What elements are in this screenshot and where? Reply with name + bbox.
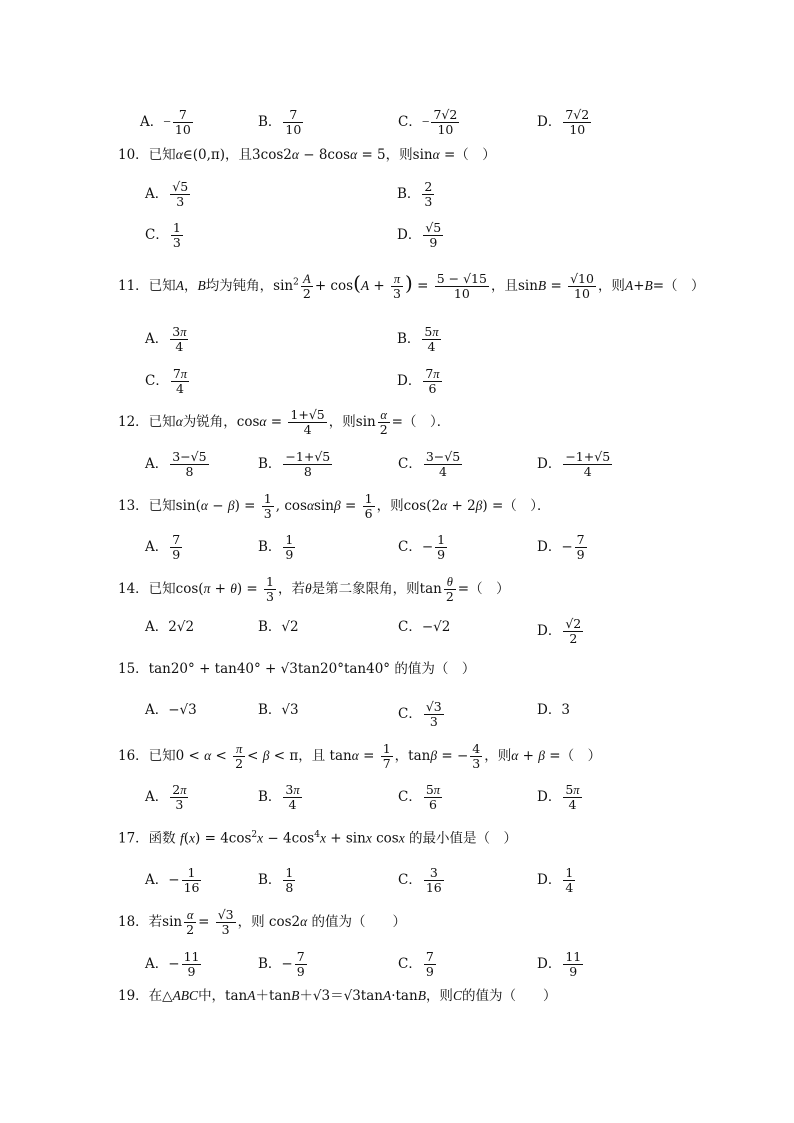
q10-option-a: A． $\frac{√5}{3}$ <box>145 179 189 209</box>
q12-option-d: D． $\frac{-1+√5}{4}$ <box>537 449 611 479</box>
q18-option-a: A．− $\frac{11}{9}$ <box>145 949 200 979</box>
q16-option-d: D． $\frac{5\pi}{4}$ <box>537 782 580 812</box>
q13-option-a: A． $\frac{7}{9}$ <box>145 532 181 562</box>
q18-stem: 18．若sin $\frac{\alpha}{2}$ = $\frac{√3}{3}$ ，则 cos2α 的值为（ ） <box>118 907 406 937</box>
q17-option-c: C． $\frac{3}{16}$ <box>398 865 442 895</box>
q12-option-c: C． $\frac{3-√5}{4}$ <box>398 449 461 479</box>
q15-option-c: C． $\frac{√3}{3}$ <box>398 699 442 729</box>
q12-stem: 12．已知α为锐角，cosα = $\frac{1+√5}{4}$ ，则sin $\frac{\alpha}{2}$ =（ ）． <box>118 407 451 437</box>
q11-option-b: B． $\frac{5\pi}{4}$ <box>397 324 439 354</box>
q9-option-c: C．− $\frac{7√2}{10}$ <box>398 107 458 137</box>
q17-option-a: A．− $\frac{1}{16}$ <box>145 865 200 895</box>
q16-stem: 16．已知0 < α < $\frac{\pi}{2}$ < β < π，且 tanα = $\frac{1}{7}$ ，tanβ = − $\frac{4}{3}$ ，则α + β =（ ） <box>118 741 602 771</box>
q11-option-a: A． $\frac{3\pi}{4}$ <box>145 324 187 354</box>
q19-stem: 19．在△ABC中，tanA＋tanB＋√3＝√3tanA·tanB，则C的值为（ ） <box>118 988 557 1004</box>
q13-stem: 13．已知sin(α − β) = $\frac{1}{3}$ , cosαsinβ = $\frac{1}{6}$ ，则cos(2α + 2β) =（ ）． <box>118 491 551 521</box>
q10-option-c: C． $\frac{1}{3}$ <box>145 220 181 250</box>
q14-option-a: A．2√2 <box>145 619 195 635</box>
q13-option-d: D．− $\frac{7}{9}$ <box>537 532 585 562</box>
q15-stem: 15．tan20° + tan40° + √3tan20°tan40° 的值为（ ） <box>118 661 476 677</box>
q9-option-a: A．− $\frac{7}{10}$ <box>140 107 191 137</box>
q12-option-b: B． $\frac{-1+√5}{8}$ <box>258 449 331 479</box>
q15-option-a: A．−√3 <box>145 702 197 718</box>
q13-option-b: B． $\frac{1}{9}$ <box>258 532 294 562</box>
q17-option-d: D． $\frac{1}{4}$ <box>537 865 574 895</box>
q11-option-c: C． $\frac{7\pi}{4}$ <box>145 366 188 396</box>
q10-option-d: D． $\frac{√5}{9}$ <box>397 220 442 250</box>
q16-option-c: C． $\frac{5\pi}{6}$ <box>398 782 441 812</box>
q13-option-c: C．− $\frac{1}{9}$ <box>398 532 446 562</box>
q12-option-a: A． $\frac{3-√5}{8}$ <box>145 449 207 479</box>
q9-option-b: B． $\frac{7}{10}$ <box>258 107 302 137</box>
q17-stem: 17．函数 $f(x) = 4\cos^2x - 4\cos^4x + \sin x$ cosx 的最小值是（ ） <box>118 830 518 847</box>
q11-option-d: D． $\frac{7\pi}{6}$ <box>397 366 440 396</box>
q9-option-d: D． $\frac{7√2}{10}$ <box>537 107 590 137</box>
q16-option-a: A． $\frac{2\pi}{3}$ <box>145 782 187 812</box>
q15-option-b: B．√3 <box>258 702 299 718</box>
q14-option-c: C．−√2 <box>398 619 451 635</box>
q18-option-b: B．− $\frac{7}{9}$ <box>258 949 305 979</box>
q14-stem: 14．已知cos(π + θ) = $\frac{1}{3}$ ，若θ是第二象限角，则tan $\frac{\theta}{2}$ =（ ） <box>118 574 510 604</box>
q18-option-c: C． $\frac{7}{9}$ <box>398 949 434 979</box>
q15-option-d: D．3 <box>537 702 570 718</box>
q14-option-b: B．√2 <box>258 619 299 635</box>
q10-stem: 10．已知α∈(0,π)，且3cos2α − 8cosα = 5，则sinα =（ ） <box>118 147 496 163</box>
q17-option-b: B． $\frac{1}{8}$ <box>258 865 294 895</box>
q14-option-d: D． $\frac{√2}{2}$ <box>537 616 582 646</box>
q10-option-b: B． $\frac{2}{3}$ <box>397 179 433 209</box>
q11-stem: 11．已知A，B均为钝角，$\sin^2$ $\frac{A}{2}$ + cos(A + $\frac{\pi}{3}$ ) = $\frac{5 - √15}{10}$ ，且sinB = $\frac{√10}{10}$ ，则A+B=（ ） <box>118 271 705 301</box>
q16-option-b: B． $\frac{3\pi}{4}$ <box>258 782 300 812</box>
q18-option-d: D． $\frac{11}{9}$ <box>537 949 582 979</box>
